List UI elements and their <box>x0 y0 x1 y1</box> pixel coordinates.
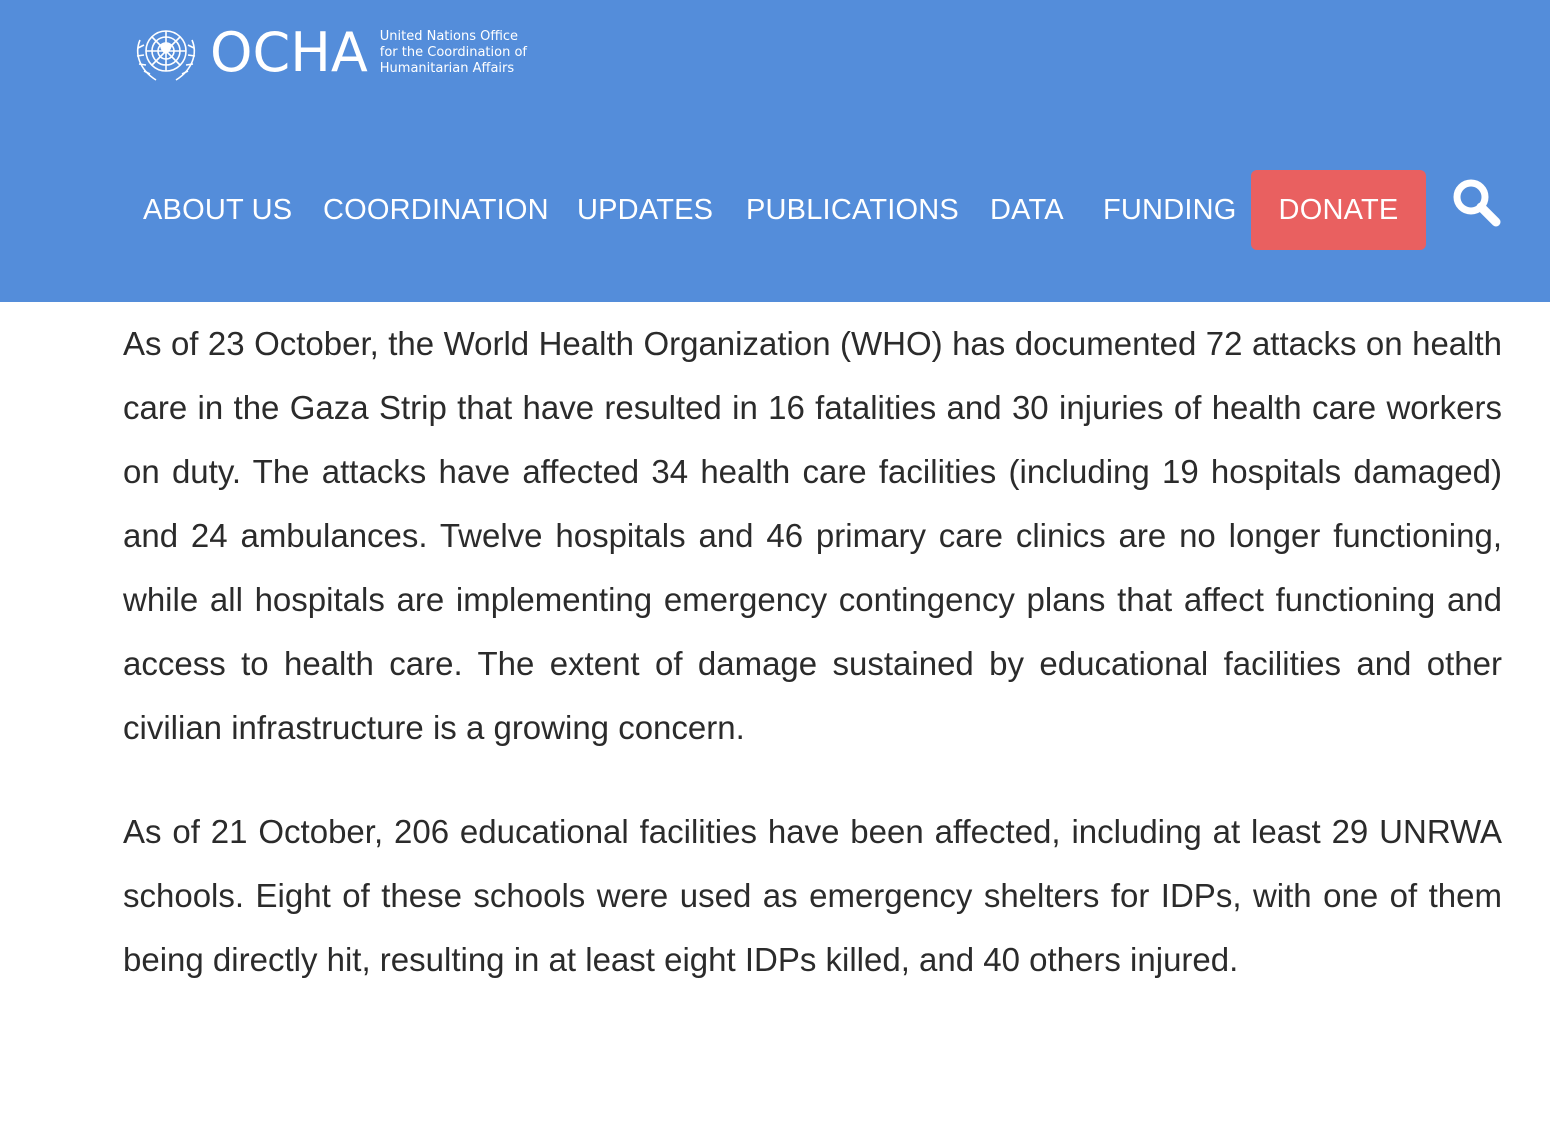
logo-subtitle-line: for the Coordination of <box>379 45 527 60</box>
article-body <box>123 312 1502 1032</box>
nav-item-coordination[interactable]: COORDINATION <box>323 194 549 226</box>
un-emblem-icon <box>130 20 202 86</box>
nav-item-about-us[interactable]: ABOUT US <box>143 194 293 226</box>
donate-button[interactable]: DONATE <box>1251 170 1426 250</box>
main-navigation <box>0 170 1550 250</box>
site-header <box>0 0 1550 302</box>
article-paragraph: As of 21 October, 206 educational facilities have been affected, including at least 29 UNRWA schools. Eight of these schools were used as emergency shelters for IDPs, with one of them being directly hit, resulting in at least eight IDPs killed, and 40 others injured. <box>123 813 1502 978</box>
ocha-wordmark: OCHA <box>210 21 368 84</box>
ocha-logo-link[interactable] <box>130 18 527 88</box>
nav-item-publications[interactable]: PUBLICATIONS <box>746 194 959 226</box>
article-paragraph: As of 23 October, the World Health Organization (WHO) has documented 72 attacks on health care in the Gaza Strip that have resulted in 16 fatalities and 30 injuries of health care workers on duty. The attacks have affected 34 health care facilities (including 19 hospitals damaged) and 24 ambulances. Twelve hospitals and 46 primary care clinics are no longer functioning, while all hospitals are implementing emergency contingency plans that affect functioning and access to health care. The extent of damage sustained by educational facilities and other civilian infrastructure is a growing concern. <box>123 325 1502 746</box>
logo-subtitle-line: Humanitarian Affairs <box>379 61 515 76</box>
search-icon[interactable] <box>1450 176 1502 228</box>
nav-item-data[interactable]: DATA <box>990 194 1064 226</box>
logo-subtitle-line: United Nations Office <box>379 29 519 44</box>
ocha-logo-subtitle <box>380 29 527 77</box>
nav-item-funding[interactable]: FUNDING <box>1103 194 1237 226</box>
nav-item-updates[interactable]: UPDATES <box>577 194 714 226</box>
